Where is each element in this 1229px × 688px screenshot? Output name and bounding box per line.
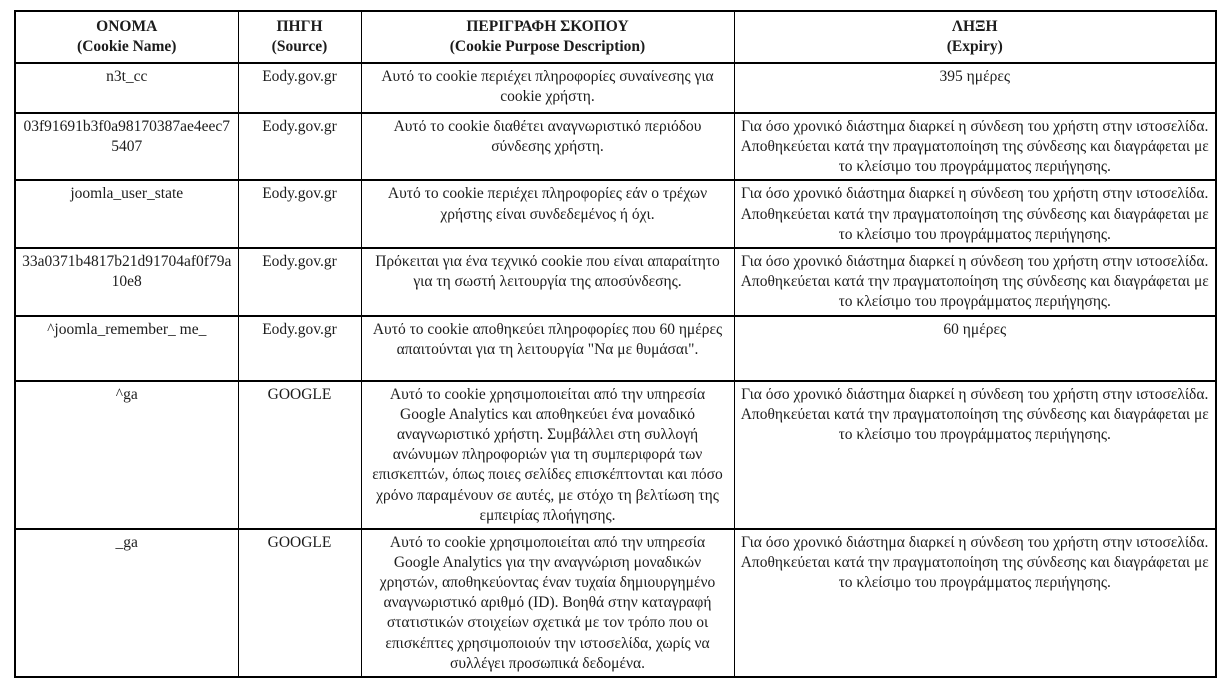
cell-name: ^ga [15, 381, 238, 529]
cell-purpose: Αυτό το cookie περιέχει πληροφορίες εάν ο τρέχων χρήστης είναι συνδεδεμένος ή όχι. [361, 180, 734, 247]
cell-expiry: Για όσο χρονικό διάστημα διαρκεί η σύνδεση του χρήστη στην ιστοσελίδα. Αποθηκεύεται κατά την πραγματοποίηση της σύνδεσης και διαγράφεται με το κλείσιμο του προγράμματος περιήγησης. [734, 529, 1216, 677]
column-title: ΟΝΟΜΑ [96, 17, 158, 35]
cell-name: 33a0371b4817b21d91704af0f79a10e8 [15, 248, 238, 316]
column-subtitle: (Source) [271, 38, 328, 55]
cell-source: GOOGLE [238, 381, 361, 529]
column-title: ΠΗΓΗ [276, 17, 323, 35]
table-row [15, 381, 1216, 529]
cell-purpose: Αυτό το cookie διαθέτει αναγνωριστικό περιόδου σύνδεσης χρήστη. [361, 113, 734, 180]
cell-name: joomla_user_state [15, 180, 238, 247]
column-subtitle: (Cookie Name) [77, 38, 177, 55]
cell-expiry: Για όσο χρονικό διάστημα διαρκεί η σύνδεση του χρήστη στην ιστοσελίδα. Αποθηκεύεται κατά την πραγματοποίηση της σύνδεσης και διαγράφεται με το κλείσιμο του προγράμματος περιήγησης. [734, 113, 1216, 180]
column-title: ΠΕΡΙΓΡΑΦΗ ΣΚΟΠΟΥ [466, 17, 629, 35]
cell-source: GOOGLE [238, 529, 361, 677]
cell-source: Eody.gov.gr [238, 248, 361, 316]
table-row [15, 113, 1216, 180]
column-header [238, 11, 361, 63]
table-row [15, 180, 1216, 247]
table-row [15, 63, 1216, 113]
column-header [15, 11, 238, 63]
table-header-row [15, 11, 1216, 63]
cell-source: Eody.gov.gr [238, 63, 361, 113]
cell-purpose: Αυτό το cookie περιέχει πληροφορίες συναίνεσης για cookie χρήστη. [361, 63, 734, 113]
cell-purpose: Αυτό το cookie χρησιμοποιείται από την υπηρεσία Google Analytics για την αναγνώριση μοναδικών χρηστών, αποθηκεύοντας έναν τυχαία δημιουργημένο αναγνωριστικό αριθμό (ID). Βοηθά στην καταγραφή στατιστικών στοιχείων σχετικά με τον τρόπο που οι επισκέπτες χρησιμοποιούν την ιστοσελίδα, χωρίς να συλλέγει προσωπικά δεδομένα. [361, 529, 734, 677]
column-header [734, 11, 1216, 63]
cell-name: n3t_cc [15, 63, 238, 113]
table-row [15, 248, 1216, 316]
column-title: ΛΗΞΗ [951, 17, 998, 35]
cell-purpose: Αυτό το cookie αποθηκεύει πληροφορίες που 60 ημέρες απαιτούνται για τη λειτουργία "Να με θυμάσαι". [361, 316, 734, 381]
cell-source: Eody.gov.gr [238, 113, 361, 180]
cell-name: 03f91691b3f0a98170387ae4eec75407 [15, 113, 238, 180]
cell-source: Eody.gov.gr [238, 180, 361, 247]
cell-source: Eody.gov.gr [238, 316, 361, 381]
column-subtitle: (Expiry) [946, 38, 1003, 55]
cell-purpose: Πρόκειται για ένα τεχνικό cookie που είναι απαραίτητο για τη σωστή λειτουργία της αποσύνδεσης. [361, 248, 734, 316]
column-header [361, 11, 734, 63]
cell-expiry: 60 ημέρες [734, 316, 1216, 381]
cell-expiry: Για όσο χρονικό διάστημα διαρκεί η σύνδεση του χρήστη στην ιστοσελίδα. Αποθηκεύεται κατά την πραγματοποίηση της σύνδεσης και διαγράφεται με το κλείσιμο του προγράμματος περιήγησης. [734, 381, 1216, 529]
cell-name: ^joomla_remember_ me_ [15, 316, 238, 381]
table-row [15, 529, 1216, 677]
cell-name: _ga [15, 529, 238, 677]
cell-expiry: Για όσο χρονικό διάστημα διαρκεί η σύνδεση του χρήστη στην ιστοσελίδα. Αποθηκεύεται κατά την πραγματοποίηση της σύνδεσης και διαγράφεται με το κλείσιμο του προγράμματος περιήγησης. [734, 248, 1216, 316]
cookie-table [14, 10, 1217, 678]
column-subtitle: (Cookie Purpose Description) [449, 38, 646, 55]
cell-expiry: 395 ημέρες [734, 63, 1216, 113]
cell-expiry: Για όσο χρονικό διάστημα διαρκεί η σύνδεση του χρήστη στην ιστοσελίδα. Αποθηκεύεται κατά την πραγματοποίηση της σύνδεσης και διαγράφεται με το κλείσιμο του προγράμματος περιήγησης. [734, 180, 1216, 247]
table-row [15, 316, 1216, 381]
cell-purpose: Αυτό το cookie χρησιμοποιείται από την υπηρεσία Google Analytics και αποθηκεύει ένα μοναδικό αναγνωριστικό χρήστη. Συμβάλλει στη συλλογή ανώνυμων πληροφοριών για τη συμπεριφορά των επισκεπτών, όπως ποιες σελίδες επισκέπτονται και πόσο χρόνο παραμένουν σε αυτές, με στόχο τη βελτίωση της εμπειρίας πλοήγησης. [361, 381, 734, 529]
